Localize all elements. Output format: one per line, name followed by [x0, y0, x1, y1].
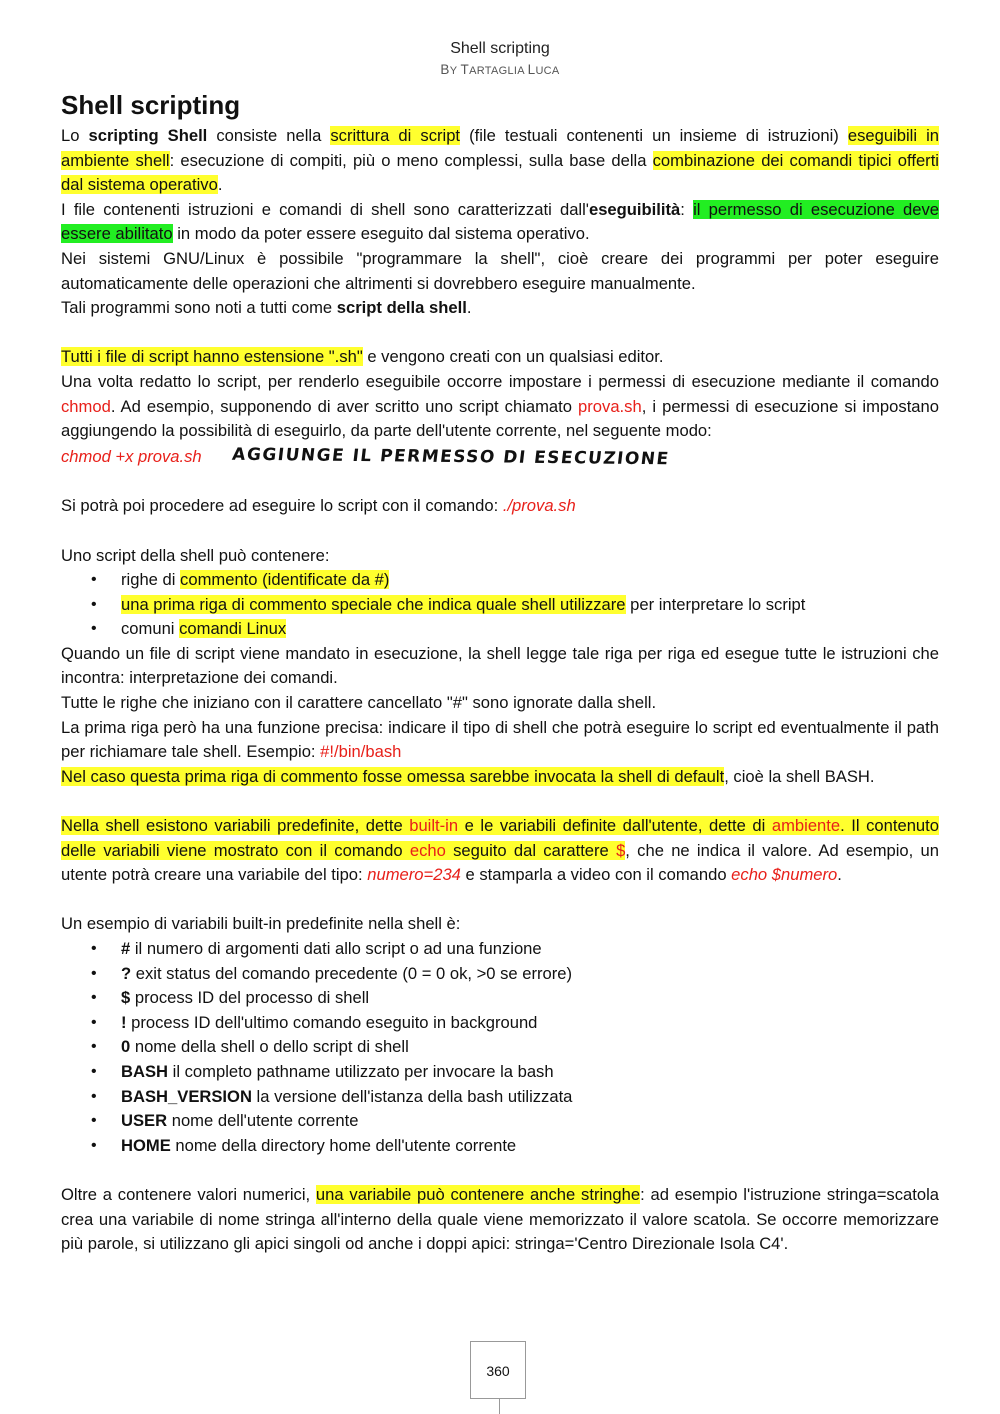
- bold-text: scripting Shell: [88, 126, 208, 145]
- highlight: scrittura di script: [330, 126, 461, 145]
- text: per interpretare lo script: [625, 594, 806, 614]
- text: Lo: [61, 126, 89, 145]
- paragraph-esecuzione: [61, 494, 939, 519]
- text: :: [680, 199, 694, 219]
- variable-name: #: [121, 939, 131, 958]
- text: I file contenenti istruzioni e comandi di shell sono caratterizzati dall': [61, 199, 589, 219]
- paragraph-builtin-intro: Un esempio di variabili built-in predefinite nella shell è:: [61, 914, 461, 934]
- list-item: [121, 1011, 939, 1036]
- text: : esecuzione di compiti, più o meno complessi, sulla base della: [169, 150, 653, 170]
- highlight: seguito dal carattere: [445, 840, 617, 860]
- highlight: commento (identificate da #): [180, 570, 390, 590]
- highlight: Tutti i file di script hanno estensione ".sh": [61, 347, 363, 367]
- paragraph-cancelletto: Tutte le righe che iniziano con il carattere cancellato "#" sono ignorate dalla shell.: [61, 693, 657, 713]
- paragraph-intro: [61, 124, 939, 198]
- list-item: [121, 593, 939, 618]
- script-contents-list: [61, 568, 939, 642]
- header-author-initial: T: [460, 62, 470, 77]
- bold-text: script della shell: [336, 298, 467, 318]
- highlight: eseguibili in ambiente shell: [61, 126, 940, 170]
- text: e stamparla a video con il comando: [460, 865, 732, 885]
- command-code: echo $numero: [731, 865, 838, 885]
- variable-name: !: [121, 1012, 127, 1032]
- text: .: [217, 175, 223, 195]
- paragraph-script-shell: [61, 296, 939, 321]
- highlight-red: $: [616, 840, 626, 860]
- green-highlight: il permesso di esecuzione deve essere abilitato: [61, 199, 939, 244]
- highlight: Nel caso questa prima riga di commento fosse omessa sarebbe invocata la shell di default: [61, 766, 725, 786]
- command-code: ./prova.sh: [502, 496, 576, 516]
- variable-desc: process ID dell'ultimo comando eseguito in background: [126, 1012, 538, 1032]
- text: consiste nella: [207, 126, 331, 145]
- variable-desc: la versione dell'istanza della bash utilizzata: [251, 1086, 573, 1106]
- text: : ad esempio l'istruzione stringa=scatola crea una variabile di nome stringa all'interno della quale viene memorizzato il valore scatola. Se occorre memorizzare più parole, si utilizzano gli apici singoli od anche i doppi apici: stringa='Centro Direzionale Isola C4'.: [61, 1184, 939, 1254]
- highlight-red: built-in: [409, 816, 459, 836]
- variable-name: HOME: [121, 1135, 171, 1155]
- variable-name: BASH: [121, 1061, 169, 1081]
- filename-text: prova.sh: [578, 396, 642, 416]
- paragraph-stringhe: [61, 1183, 939, 1257]
- highlight: combinazione dei comandi tipici offerti dal sistema operativo: [61, 150, 939, 195]
- list-item: [121, 1035, 939, 1060]
- text: .: [837, 865, 842, 885]
- header-author: [0, 60, 1000, 81]
- spacer: [61, 1158, 939, 1183]
- spacer: [61, 519, 939, 544]
- highlight-red: ambiente: [771, 816, 841, 836]
- shebang-text: #!/bin/bash: [320, 742, 402, 762]
- text: , cioè la shell BASH.: [724, 766, 875, 786]
- variable-name: 0: [121, 1037, 131, 1057]
- text: , i permessi di esecuzione si impostano aggiungendo la possibilità di eseguirlo, da parte dell'utente corrente, nel seguente modo:: [61, 396, 939, 441]
- paragraph-default-shell: [61, 765, 939, 790]
- text: , che ne indica il valore. Ad esempio, un utente potrà creare una variabile del tipo:: [61, 840, 940, 885]
- page-header: [0, 38, 1000, 81]
- spacer: [61, 470, 939, 495]
- builtin-variables-list: [61, 937, 939, 1158]
- list-item: [121, 1109, 939, 1134]
- command-text: chmod: [61, 396, 111, 416]
- list-item: [121, 617, 939, 642]
- header-author-initial-2: L: [527, 62, 536, 77]
- list-item: [121, 986, 939, 1011]
- variable-name: USER: [121, 1111, 168, 1131]
- command-line: [61, 444, 939, 470]
- variable-name: $: [121, 988, 131, 1008]
- header-author-rest: ARTAGLIA: [469, 65, 528, 77]
- text: Si potrà poi procedere ad eseguire lo script con il comando:: [61, 496, 503, 516]
- paragraph-interpretazione: Quando un file di script viene mandato in esecuzione, la shell legge tale riga per riga ed esegue tutte le istruzioni che incontra: interpretazione dei comandi.: [61, 643, 939, 688]
- list-item: [121, 962, 939, 987]
- command-code: chmod +x prova.sh: [61, 446, 202, 466]
- list-item: [121, 568, 939, 593]
- paragraph-prima-riga: [61, 716, 939, 765]
- paragraph-variabili: [61, 814, 939, 888]
- variable-name: ?: [121, 963, 132, 983]
- spacer: [61, 789, 939, 814]
- text: (file testuali contenenti un insieme di istruzioni): [460, 126, 848, 145]
- header-by-initial: B: [440, 62, 450, 77]
- text: La prima riga però ha una funzione precisa: indicare il tipo di shell che potrà eseguire lo script ed eventualmente il path per richiamare tale shell. Esempio:: [61, 717, 939, 762]
- command-code: numero=234: [367, 865, 461, 885]
- list-item: [121, 1085, 939, 1110]
- list-item: [121, 1134, 939, 1159]
- spacer: [61, 321, 939, 346]
- text: in modo da poter essere eseguito dal sistema operativo.: [172, 224, 590, 244]
- text: Tali programmi sono noti a tutti come: [61, 298, 337, 318]
- highlight: . Il contenuto delle variabili viene mostrato con il comando: [61, 816, 939, 860]
- highlight: una variabile può contenere anche stringhe: [315, 1184, 641, 1204]
- variable-desc: il numero di argomenti dati allo script o ad una funzione: [130, 939, 542, 958]
- text: righe di: [121, 570, 181, 590]
- variable-desc: nome della directory home dell'utente corrente: [170, 1135, 517, 1155]
- highlight: Nella shell esistono variabili predefinite, dette: [61, 816, 410, 836]
- text: .: [466, 298, 472, 318]
- header-author-rest-2: UCA: [535, 65, 560, 77]
- paragraph-gnu-linux: Nei sistemi GNU/Linux è possibile "programmare la shell", cioè creare dei programmi per poter eseguire automaticamente delle operazioni che altrimenti si dovrebbero eseguire manualmente.: [61, 248, 939, 293]
- text: Oltre a contenere valori numerici,: [61, 1184, 316, 1204]
- document-body: [61, 86, 939, 1257]
- variable-desc: nome dell'utente corrente: [167, 1111, 359, 1131]
- highlight: una prima riga di commento speciale che indica quale shell utilizzare: [121, 594, 626, 614]
- highlight: comandi Linux: [179, 619, 287, 639]
- list-item: [121, 937, 939, 962]
- text: e vengono creati con un qualsiasi editor.: [362, 347, 664, 367]
- highlight-red: echo: [409, 840, 446, 860]
- variable-desc: nome della shell o dello script di shell: [130, 1037, 409, 1057]
- paragraph-eseguibilita: [61, 198, 939, 247]
- page-number: 360: [470, 1341, 526, 1399]
- paragraph-chmod: [61, 370, 939, 444]
- text: Una volta redatto lo script, per renderlo eseguibile occorre impostare i permessi di esecuzione mediante il comando: [61, 371, 939, 391]
- variable-name: BASH_VERSION: [121, 1086, 252, 1106]
- highlight: e le variabili definite dall'utente, dette di: [458, 816, 772, 836]
- bold-text: eseguibilità: [588, 199, 681, 219]
- handwritten-note: AGGIUNGE IL PERMESSO DI ESECUZIONE: [230, 444, 671, 470]
- header-title: Shell scripting: [450, 40, 550, 57]
- list-item: [121, 1060, 939, 1085]
- header-by-rest: Y: [449, 65, 461, 77]
- variable-desc: exit status del comando precedente (0 = 0 ok, >0 se errore): [131, 963, 573, 983]
- variable-desc: process ID del processo di shell: [130, 988, 370, 1008]
- spacer: [61, 888, 939, 913]
- page-title: Shell scripting: [61, 90, 241, 120]
- page-number-line: [499, 1399, 500, 1414]
- text: comuni: [121, 619, 180, 639]
- paragraph-estensione: [61, 345, 939, 370]
- text: . Ad esempio, supponendo di aver scritto uno script chiamato: [110, 396, 579, 416]
- variable-desc: il completo pathname utilizzato per invocare la bash: [168, 1061, 554, 1081]
- paragraph-contenuto: Uno script della shell può contenere:: [61, 545, 330, 565]
